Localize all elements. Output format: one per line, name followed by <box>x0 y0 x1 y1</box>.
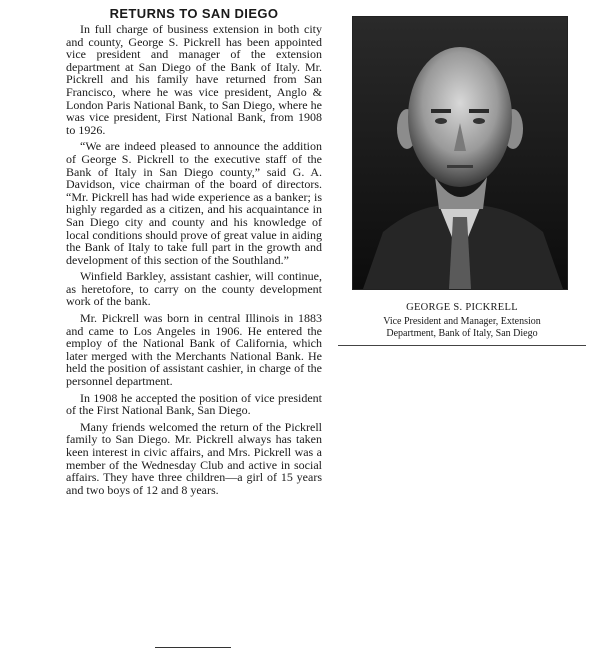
photo-caption-title <box>338 316 586 339</box>
article-paragraph: Mr. Pickrell was born in central Illinois in 1883 and came to Los Angeles in 1906. He entered the employ of the National Bank of California, which later merged with the Merchants National Bank. He held the position of assistant cashier, in charge of the personnel department. <box>66 311 322 389</box>
photo-caption-title-line: Department, Bank of Italy, San Diego <box>386 327 538 339</box>
photo-caption-name: GEORGE S. PICKRELL <box>406 302 518 313</box>
article-paragraph: Winfield Barkley, assistant cashier, will continue, as heretofore, to carry on the county development work of the bank. <box>66 269 322 309</box>
photo-caption-title-line: Vice President and Manager, Extension <box>383 316 541 327</box>
caption-rule <box>338 345 586 346</box>
article-paragraph: “We are indeed pleased to announce the addition of George S. Pickrell to the executive staff of the Bank of Italy in San Diego county,” said G. A. Davidson, vice chairman of the board of directors. “Mr. Pickrell has had wide experience as a banker; is highly regarded as a citizen, and his acquaintance in San Diego city and county and his knowledge of local conditions should prove of great value in aiding the Bank of Italy to take full part in the growth and development of this section of the Southland.” <box>66 139 322 267</box>
article-paragraph: Many friends welcomed the return of the Pickrell family to San Diego. Mr. Pickrell always has taken keen interest in civic affairs, and Mrs. Pickrell was a member of the Wednesday Club and active in social affairs. They have three children—a girl of 15 years and two boys of 12 and 8 years. <box>66 419 322 497</box>
end-rule <box>155 647 231 648</box>
article-column <box>66 6 322 500</box>
article-headline: RETURNS TO SAN DIEGO <box>109 6 279 21</box>
portrait-illustration <box>353 17 567 289</box>
portrait-photo <box>352 16 568 290</box>
article-paragraph: In 1908 he accepted the position of vice president of the First National Bank, San Diego. <box>66 390 322 418</box>
article-paragraph: In full charge of business extension in both city and county, George S. Pickrell has been appointed vice president and manager of the extension department at San Diego of the Bank of Italy. Mr. Pickrell and his family have returned from San Francisco, where he was vice president, Anglo & London Paris National Bank, to San Diego, where he was vice president, First National Bank, from 1908 to 1926. <box>66 22 322 137</box>
